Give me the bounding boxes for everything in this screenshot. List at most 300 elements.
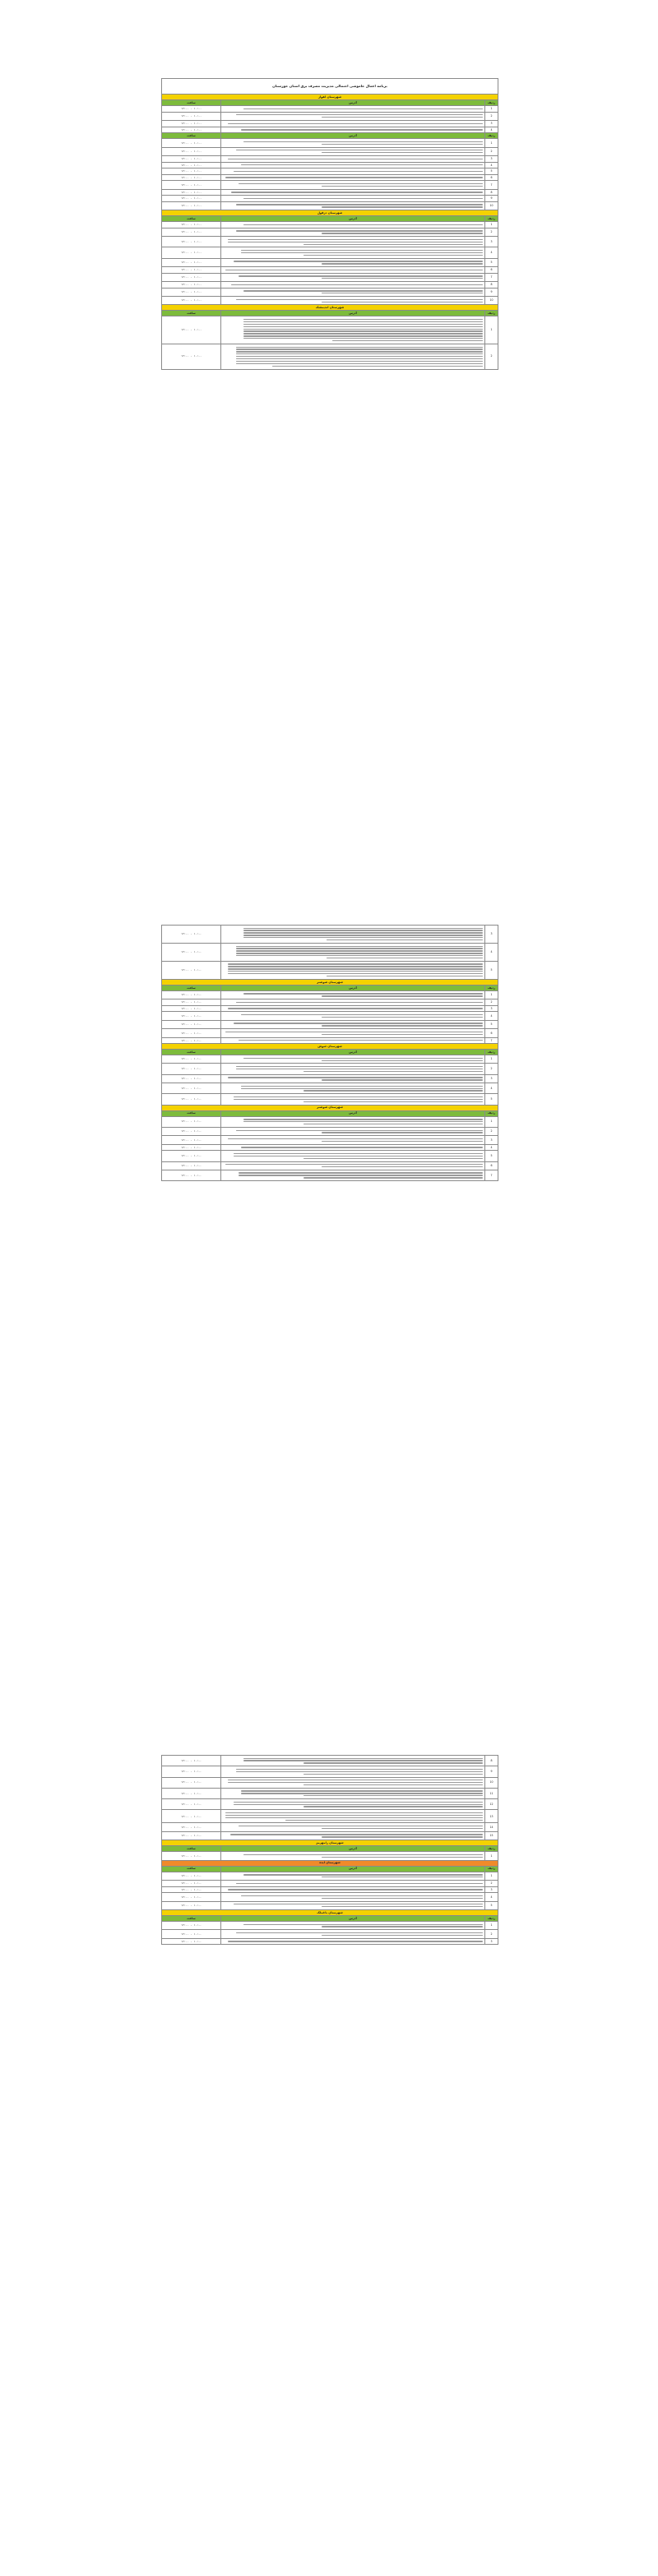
- row-number: 6: [485, 1029, 498, 1037]
- row-number: 3: [485, 1005, 498, 1012]
- row-number: 3: [485, 1886, 498, 1893]
- row-time: ۱۰:۰۰ - ۱۲:۰۰: [162, 1831, 221, 1840]
- table-row: [162, 1116, 498, 1127]
- row-number: 2: [485, 1127, 498, 1135]
- row-address-text: [221, 1020, 485, 1028]
- row-time: ۱۰:۰۰ - ۱۲:۰۰: [162, 1799, 221, 1810]
- row-time: ۱۰:۰۰ - ۱۲:۰۰: [162, 1852, 221, 1860]
- row-address-text: [221, 1852, 485, 1860]
- document-page: [161, 925, 498, 1181]
- text-line: [243, 224, 483, 225]
- row-address-text: [221, 1872, 485, 1880]
- header-address: آدرس: [221, 1050, 485, 1055]
- table-row: [162, 1880, 498, 1886]
- text-line: [236, 1883, 483, 1884]
- table-row: [162, 1029, 498, 1037]
- row-address-text: [221, 1151, 485, 1161]
- table-row: [162, 1810, 498, 1823]
- row-time: ۱۰:۰۰ - ۱۲:۰۰: [162, 1116, 221, 1127]
- table-row: [162, 943, 498, 961]
- header-number: ردیف: [485, 100, 498, 106]
- row-address-text: [221, 1136, 485, 1144]
- table-row: [162, 297, 498, 305]
- table-row: [162, 1083, 498, 1094]
- text-line: [231, 284, 483, 285]
- province-bar: [162, 1105, 498, 1110]
- row-time: ۱۰:۰۰ - ۱۲:۰۰: [162, 1756, 221, 1766]
- row-number: 3: [485, 1938, 498, 1945]
- text-line: [243, 1924, 483, 1925]
- row-address-text: [221, 1810, 485, 1823]
- table-row: [162, 174, 498, 181]
- text-line: [322, 1926, 483, 1927]
- row-number: 4: [485, 162, 498, 169]
- row-address-text: [221, 297, 485, 305]
- table-row: [162, 1756, 498, 1766]
- header-time: ساعت: [162, 1866, 221, 1872]
- row-address-text: [221, 258, 485, 266]
- row-number: 10: [485, 297, 498, 305]
- text-line: [304, 1774, 483, 1775]
- row-address-text: [221, 1831, 485, 1840]
- header-address: آدرس: [221, 1110, 485, 1116]
- header-number: ردیف: [485, 311, 498, 316]
- province-bar: [162, 95, 498, 100]
- text-line: [236, 356, 483, 357]
- row-number: 9: [485, 288, 498, 296]
- row-number: 1: [485, 1852, 498, 1860]
- table-row: [162, 112, 498, 120]
- row-time: ۱۰:۰۰ - ۱۲:۰۰: [162, 1810, 221, 1823]
- row-address-text: [221, 1886, 485, 1893]
- row-address-text: [221, 201, 485, 210]
- row-time: ۱۰:۰۰ - ۱۲:۰۰: [162, 120, 221, 127]
- row-number: 2: [485, 147, 498, 155]
- table-row: [162, 1766, 498, 1777]
- province-name: شهرستان دزفول: [162, 210, 498, 216]
- table-row: [162, 247, 498, 258]
- row-number: 7: [485, 273, 498, 281]
- table-row: [162, 181, 498, 189]
- table-row: [162, 120, 498, 127]
- text-line: [234, 1096, 483, 1097]
- header-time: ساعت: [162, 1110, 221, 1116]
- row-time: ۱۰:۰۰ - ۱۲:۰۰: [162, 1766, 221, 1777]
- row-number: 12: [485, 1799, 498, 1810]
- row-address-text: [221, 127, 485, 133]
- text-line: [322, 263, 483, 264]
- row-number: 4: [485, 1083, 498, 1094]
- row-address-text: [221, 1799, 485, 1810]
- table-row: [162, 344, 498, 369]
- row-address-text: [221, 1055, 485, 1064]
- text-line: [322, 995, 483, 996]
- header-address: آدرس: [221, 133, 485, 139]
- row-number: 8: [485, 189, 498, 196]
- text-line: [239, 1172, 483, 1173]
- text-line: [228, 1782, 483, 1783]
- header-time: ساعت: [162, 1846, 221, 1852]
- row-address-text: [221, 1083, 485, 1094]
- text-line: [322, 1898, 483, 1899]
- table-row: [162, 201, 498, 210]
- text-line: [322, 1060, 483, 1061]
- row-number: 4: [485, 127, 498, 133]
- text-line: [322, 1857, 483, 1858]
- row-address-text: [221, 1930, 485, 1938]
- header-number: ردیف: [485, 216, 498, 222]
- province-bar: [162, 210, 498, 216]
- row-time: ۱۰:۰۰ - ۱۲:۰۰: [162, 1083, 221, 1094]
- row-number: 2: [485, 344, 498, 369]
- text-line: [322, 117, 483, 118]
- row-time: ۱۰:۰۰ - ۱۲:۰۰: [162, 1029, 221, 1037]
- row-number: 1: [485, 1116, 498, 1127]
- text-line: [322, 278, 483, 279]
- table-row: [162, 222, 498, 229]
- row-time: ۱۰:۰۰ - ۱۲:۰۰: [162, 1055, 221, 1064]
- header-number: ردیف: [485, 1866, 498, 1872]
- row-address-text: [221, 147, 485, 155]
- row-time: ۱۰:۰۰ - ۱۲:۰۰: [162, 147, 221, 155]
- table-row: [162, 282, 498, 289]
- text-line: [322, 206, 483, 207]
- row-number: 5: [485, 1020, 498, 1028]
- table-row: [162, 1901, 498, 1909]
- text-line: [327, 939, 483, 940]
- text-line: [225, 177, 483, 178]
- row-address-text: [221, 943, 485, 961]
- text-line: [236, 361, 483, 362]
- row-time: ۱۰:۰۰ - ۱۲:۰۰: [162, 1012, 221, 1020]
- row-number: 7: [485, 1037, 498, 1044]
- table-row: [162, 1136, 498, 1144]
- row-address-text: [221, 162, 485, 169]
- row-number: 2: [485, 1880, 498, 1886]
- row-number: 4: [485, 1893, 498, 1901]
- text-line: [322, 1079, 483, 1080]
- row-address-text: [221, 926, 485, 944]
- text-line: [304, 1762, 483, 1763]
- row-address-text: [221, 1777, 485, 1788]
- row-address-text: [221, 1074, 485, 1083]
- column-header-row: [162, 1050, 498, 1055]
- text-line: [322, 1141, 483, 1142]
- text-line: [304, 1177, 483, 1178]
- province-bar: [162, 979, 498, 985]
- province-bar: [162, 305, 498, 311]
- row-address-text: [221, 1127, 485, 1135]
- row-address-text: [221, 267, 485, 274]
- text-line: [241, 129, 483, 130]
- text-line: [236, 1769, 483, 1770]
- table-row: [162, 139, 498, 147]
- row-number: 5: [485, 1094, 498, 1105]
- text-line: [236, 948, 483, 949]
- text-line: [228, 123, 483, 124]
- table-row: [162, 1055, 498, 1064]
- province-name: شهرستان شوش: [162, 1044, 498, 1050]
- header-address: آدرس: [221, 1915, 485, 1921]
- table-row: [162, 147, 498, 155]
- row-time: ۱۰:۰۰ - ۱۲:۰۰: [162, 181, 221, 189]
- document-page: [161, 78, 498, 370]
- text-line: [243, 1058, 483, 1059]
- province-name: شهرستان اندیمشک: [162, 305, 498, 311]
- column-header-row: [162, 1846, 498, 1852]
- table-row: [162, 1777, 498, 1788]
- row-time: ۱۰:۰۰ - ۱۲:۰۰: [162, 943, 221, 961]
- table-row: [162, 1852, 498, 1860]
- row-number: 4: [485, 1012, 498, 1020]
- row-address-text: [221, 1938, 485, 1945]
- row-address-text: [221, 1880, 485, 1886]
- province-name: شهرستان رامهرمز: [162, 1840, 498, 1846]
- text-line: [243, 319, 483, 320]
- table-row: [162, 273, 498, 281]
- text-line: [243, 937, 483, 938]
- column-header-row: [162, 100, 498, 106]
- row-time: ۱۰:۰۰ - ۱۲:۰۰: [162, 1938, 221, 1945]
- table-row: [162, 196, 498, 202]
- row-address-text: [221, 1005, 485, 1012]
- row-time: ۱۰:۰۰ - ۱۲:۰۰: [162, 1020, 221, 1028]
- text-line: [304, 1806, 483, 1807]
- text-line: [243, 335, 483, 336]
- row-address-text: [221, 247, 485, 258]
- row-number: 5: [485, 169, 498, 175]
- row-number: 1: [485, 1872, 498, 1880]
- row-time: ۱۰:۰۰ - ۱۲:۰۰: [162, 990, 221, 999]
- row-number: 1: [485, 106, 498, 113]
- text-line: [236, 114, 483, 115]
- row-time: ۱۰:۰۰ - ۱۲:۰۰: [162, 1170, 221, 1180]
- column-header-row: [162, 1866, 498, 1872]
- table-row: [162, 1064, 498, 1074]
- row-time: ۱۰:۰۰ - ۱۲:۰۰: [162, 1094, 221, 1105]
- header-time: ساعت: [162, 985, 221, 990]
- row-address-text: [221, 1893, 485, 1901]
- row-time: ۱۰:۰۰ - ۱۲:۰۰: [162, 228, 221, 236]
- text-line: [239, 275, 483, 276]
- row-number: 9: [485, 196, 498, 202]
- table-row: [162, 258, 498, 266]
- text-line: [243, 338, 483, 339]
- row-address-text: [221, 228, 485, 236]
- row-number: 1: [485, 1055, 498, 1064]
- row-address-text: [221, 1766, 485, 1777]
- row-number: 10: [485, 1777, 498, 1788]
- text-line: [228, 1077, 483, 1078]
- text-line: [236, 351, 483, 352]
- row-time: ۱۰:۰۰ - ۱۲:۰۰: [162, 162, 221, 169]
- row-number: 3: [485, 155, 498, 162]
- province-name: شهرستان شوشتر: [162, 979, 498, 985]
- text-line: [236, 950, 483, 951]
- text-line: [225, 1815, 483, 1816]
- table-row: [162, 162, 498, 169]
- row-time: ۱۰:۰۰ - ۱۲:۰۰: [162, 222, 221, 229]
- text-line: [234, 1804, 483, 1805]
- row-address-text: [221, 1064, 485, 1074]
- header-time: ساعت: [162, 311, 221, 316]
- row-number: 7: [485, 1170, 498, 1180]
- row-address-text: [221, 1037, 485, 1044]
- row-address-text: [221, 273, 485, 281]
- table-row: [162, 237, 498, 247]
- province-name: شهرستان اهواز: [162, 95, 498, 100]
- row-time: ۱۰:۰۰ - ۱۲:۰۰: [162, 1144, 221, 1151]
- text-line: [239, 183, 483, 184]
- row-time: ۱۰:۰۰ - ۱۲:۰۰: [162, 1161, 221, 1170]
- row-time: ۱۰:۰۰ - ۱۲:۰۰: [162, 189, 221, 196]
- text-line: [241, 1014, 483, 1015]
- row-time: ۱۰:۰۰ - ۱۲:۰۰: [162, 1872, 221, 1880]
- row-number: 6: [485, 174, 498, 181]
- row-time: ۱۰:۰۰ - ۱۲:۰۰: [162, 316, 221, 344]
- text-line: [236, 299, 483, 300]
- row-address-text: [221, 139, 485, 147]
- text-line: [241, 252, 483, 253]
- table-row: [162, 990, 498, 999]
- row-number: 4: [485, 1144, 498, 1151]
- row-time: ۱۰:۰۰ - ۱۲:۰۰: [162, 127, 221, 133]
- header-address: آدرس: [221, 216, 485, 222]
- row-address-text: [221, 1756, 485, 1766]
- table-row: [162, 127, 498, 133]
- text-line: [243, 108, 483, 109]
- row-address-text: [221, 1144, 485, 1151]
- row-time: ۱۰:۰۰ - ۱۲:۰۰: [162, 1136, 221, 1144]
- text-line: [228, 971, 483, 972]
- row-number: 11: [485, 1788, 498, 1798]
- row-time: ۱۰:۰۰ - ۱۲:۰۰: [162, 267, 221, 274]
- row-number: 3: [485, 926, 498, 944]
- text-line: [304, 1158, 483, 1159]
- text-line: [322, 1935, 483, 1936]
- text-line: [243, 141, 483, 142]
- row-number: 1: [485, 139, 498, 147]
- row-number: 3: [485, 237, 498, 247]
- text-line: [228, 973, 483, 974]
- row-address-text: [221, 1901, 485, 1909]
- row-address-text: [221, 196, 485, 202]
- text-line: [236, 347, 483, 348]
- header-number: ردیف: [485, 133, 498, 139]
- table-row: [162, 1037, 498, 1044]
- row-number: 5: [485, 258, 498, 266]
- row-time: ۱۰:۰۰ - ۱۲:۰۰: [162, 1823, 221, 1831]
- text-line: [241, 1086, 483, 1087]
- text-line: [304, 1101, 483, 1102]
- row-number: 9: [485, 1766, 498, 1777]
- row-time: ۱۰:۰۰ - ۱۲:۰۰: [162, 1151, 221, 1161]
- row-address-text: [221, 961, 485, 979]
- row-number: 5: [485, 1151, 498, 1161]
- row-time: ۱۰:۰۰ - ۱۲:۰۰: [162, 139, 221, 147]
- row-address-text: [221, 1161, 485, 1170]
- text-line: [234, 1099, 483, 1100]
- row-address-text: [221, 1170, 485, 1180]
- table-row: [162, 288, 498, 296]
- table-row: [162, 1831, 498, 1840]
- text-line: [228, 1889, 483, 1890]
- text-line: [322, 144, 483, 145]
- header-time: ساعت: [162, 133, 221, 139]
- text-line: [236, 1932, 483, 1933]
- table-row: [162, 1151, 498, 1161]
- text-line: [236, 358, 483, 359]
- table-row: [162, 1823, 498, 1831]
- header-address: آدرس: [221, 1846, 485, 1852]
- row-time: ۱۰:۰۰ - ۱۲:۰۰: [162, 1930, 221, 1938]
- row-address-text: [221, 999, 485, 1006]
- row-time: ۱۰:۰۰ - ۱۲:۰۰: [162, 999, 221, 1006]
- text-line: [228, 968, 483, 969]
- text-line: [241, 1895, 483, 1896]
- row-number: 2: [485, 1064, 498, 1074]
- row-number: 10: [485, 201, 498, 210]
- row-address-text: [221, 282, 485, 289]
- province-bar: [162, 1860, 498, 1866]
- row-number: 2: [485, 112, 498, 120]
- text-line: [228, 239, 483, 240]
- row-address-text: [221, 189, 485, 196]
- table-row: [162, 961, 498, 979]
- header-address: آدرس: [221, 1866, 485, 1872]
- row-address-text: [221, 1029, 485, 1037]
- row-time: ۱۰:۰۰ - ۱۲:۰۰: [162, 282, 221, 289]
- row-time: ۱۰:۰۰ - ۱۲:۰۰: [162, 247, 221, 258]
- text-line: [236, 353, 483, 354]
- text-line: [322, 1132, 483, 1133]
- row-address-text: [221, 181, 485, 189]
- row-number: 14: [485, 1823, 498, 1831]
- text-line: [322, 1836, 483, 1837]
- document-page: [161, 1755, 498, 1945]
- text-line: [241, 1793, 483, 1794]
- title-row: [162, 79, 498, 95]
- row-address-text: [221, 174, 485, 181]
- row-address-text: [221, 120, 485, 127]
- table-row: [162, 155, 498, 162]
- schedule-table: [161, 925, 498, 1181]
- row-number: 3: [485, 1074, 498, 1083]
- row-number: 4: [485, 943, 498, 961]
- row-address-text: [221, 1094, 485, 1105]
- row-number: 8: [485, 1756, 498, 1766]
- row-number: 3: [485, 1136, 498, 1144]
- row-time: ۱۰:۰۰ - ۱۲:۰۰: [162, 169, 221, 175]
- header-time: ساعت: [162, 216, 221, 222]
- text-line: [236, 955, 483, 956]
- row-time: ۱۰:۰۰ - ۱۲:۰۰: [162, 106, 221, 113]
- row-time: ۱۰:۰۰ - ۱۲:۰۰: [162, 1886, 221, 1893]
- row-time: ۱۰:۰۰ - ۱۲:۰۰: [162, 288, 221, 296]
- text-line: [304, 1071, 483, 1072]
- column-header-row: [162, 133, 498, 139]
- text-line: [332, 340, 483, 341]
- text-line: [234, 171, 483, 172]
- row-address-text: [221, 112, 485, 120]
- province-bar: [162, 1840, 498, 1846]
- text-line: [243, 932, 483, 933]
- row-address-text: [221, 288, 485, 296]
- row-time: ۱۰:۰۰ - ۱۲:۰۰: [162, 344, 221, 369]
- column-header-row: [162, 985, 498, 990]
- row-time: ۱۰:۰۰ - ۱۲:۰۰: [162, 1005, 221, 1012]
- text-line: [322, 1034, 483, 1035]
